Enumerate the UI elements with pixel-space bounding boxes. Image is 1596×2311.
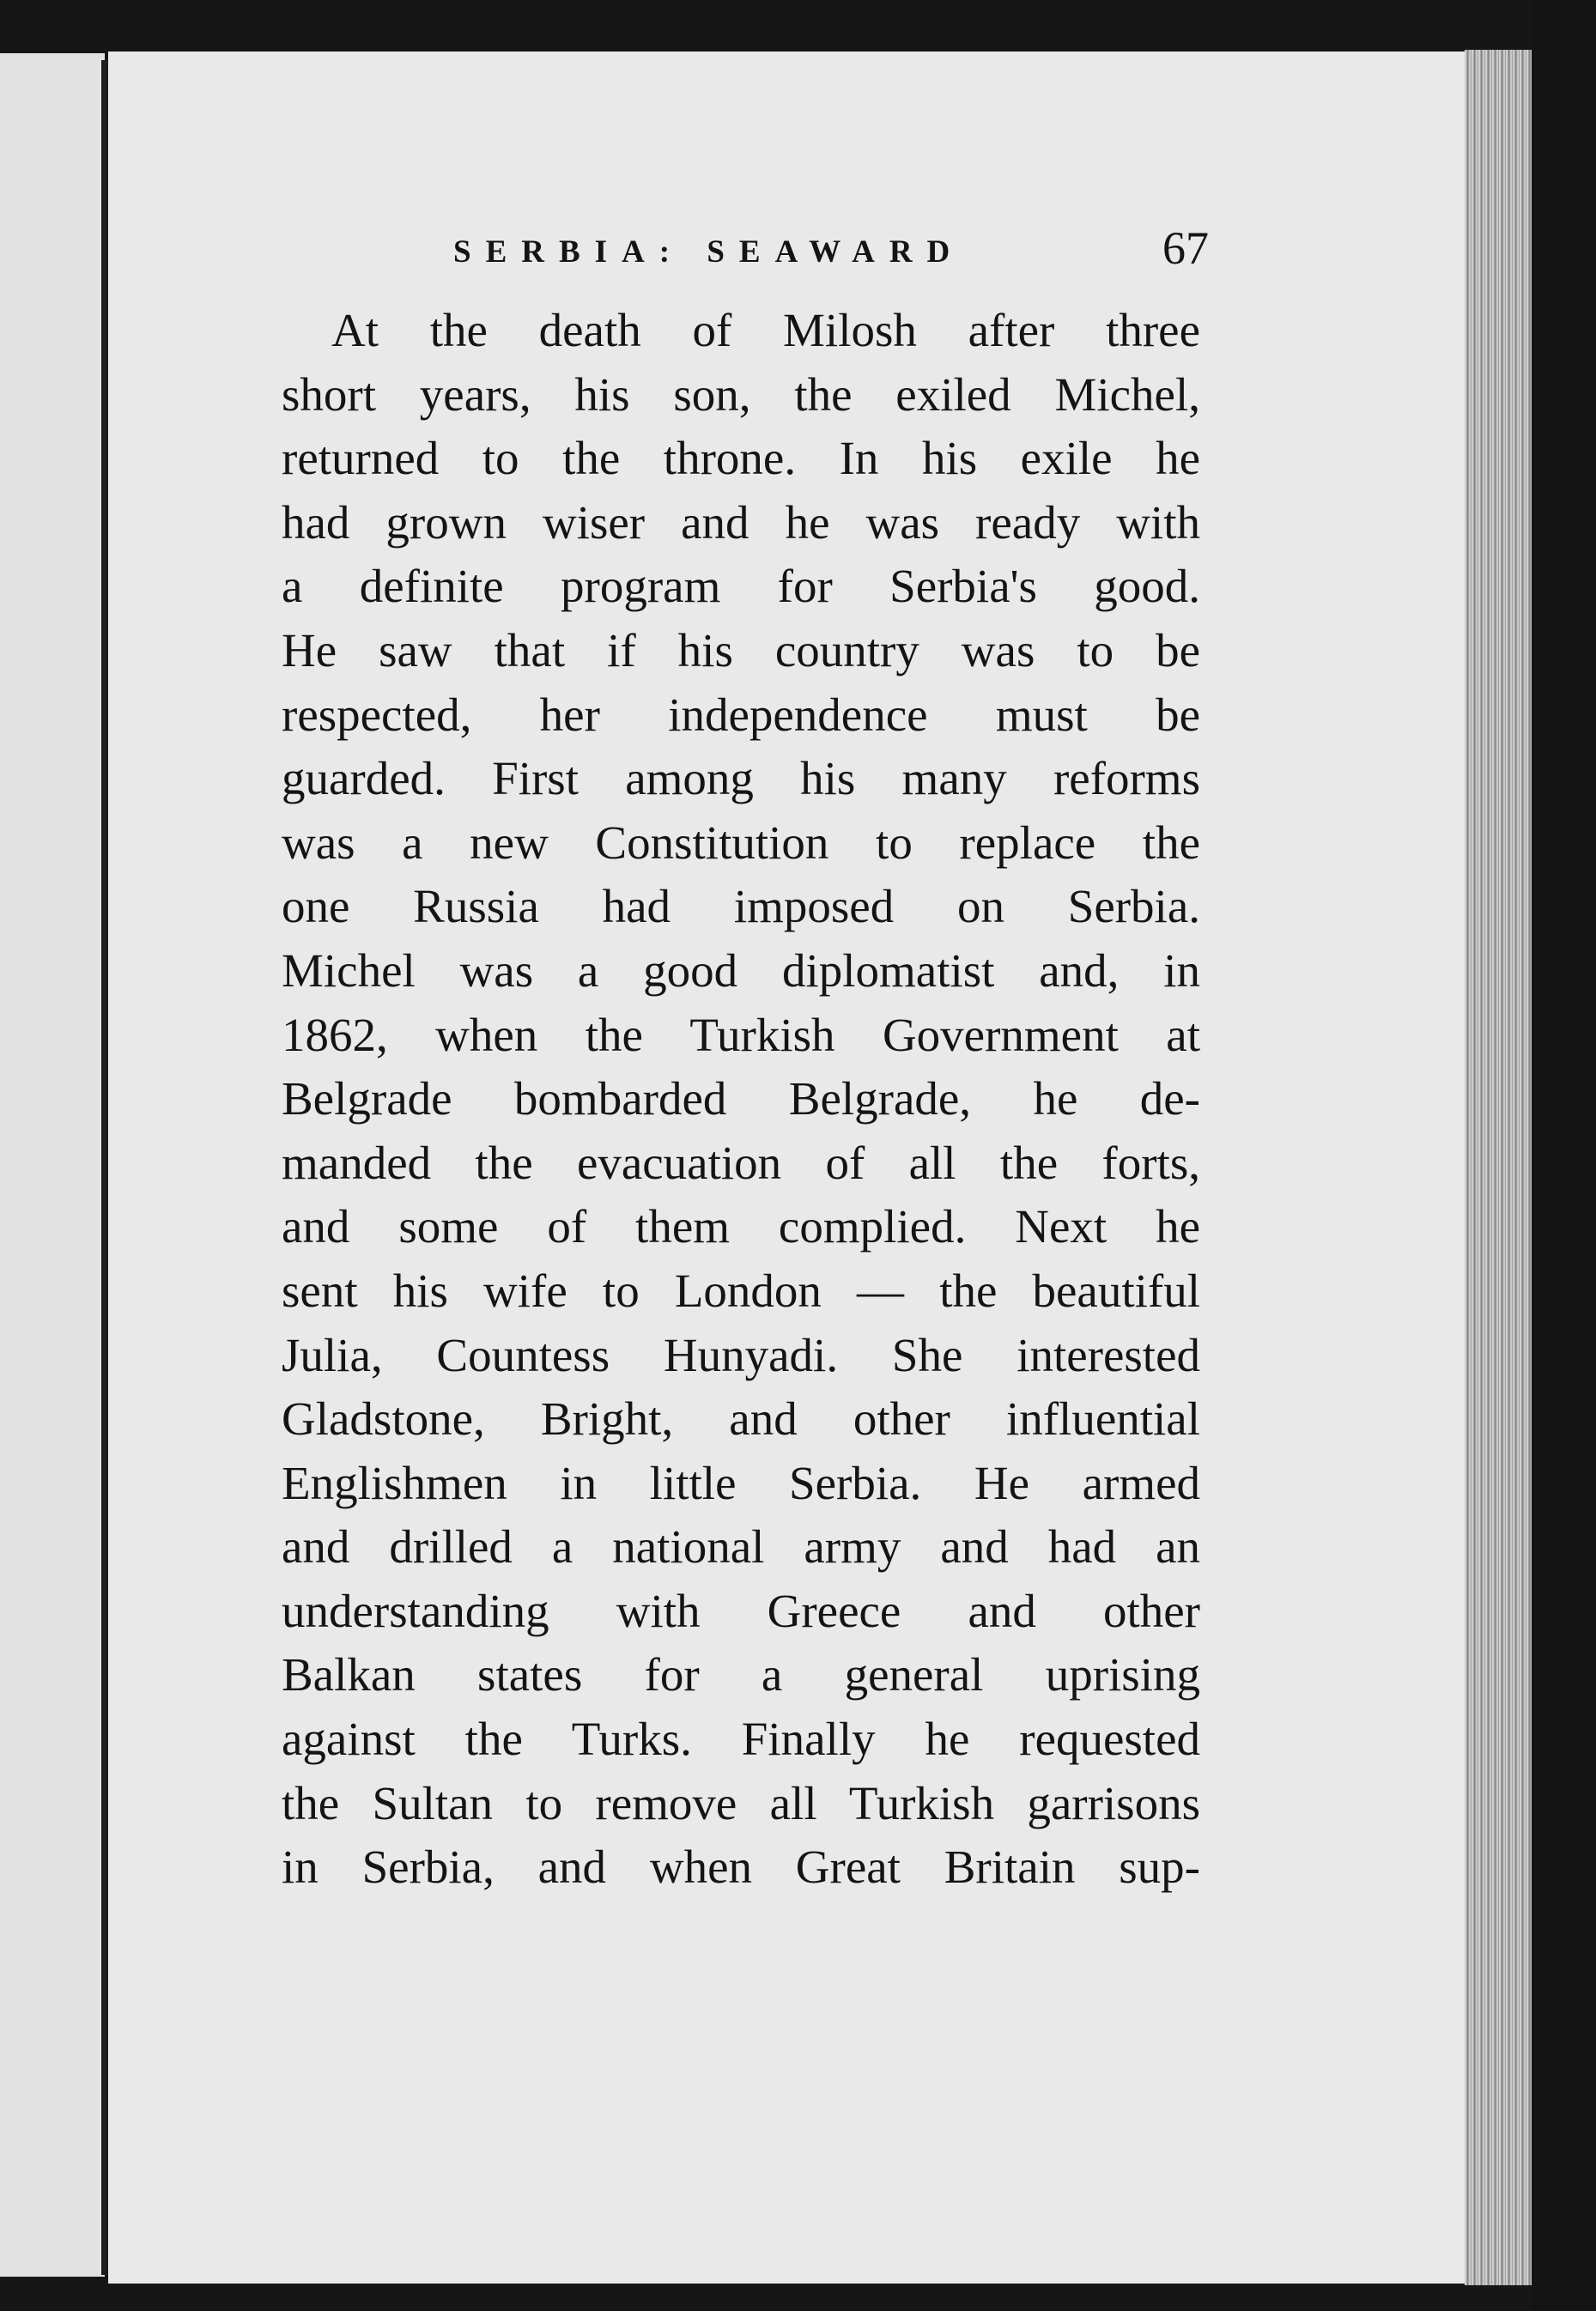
text-line: and drilled a national army and had an [282,1520,1200,1574]
text-line: in Serbia, and when Great Britain sup- [282,1841,1200,1894]
text-line: Belgrade bombarded Belgrade, he de- [282,1072,1200,1125]
text-line: understanding with Greece and other [282,1584,1200,1637]
text-line: manded the evacuation of all the forts, [282,1136,1200,1189]
text-line: Gladstone, Bright, and other influential [282,1392,1200,1446]
facing-page-edge [0,53,105,2277]
text-line: and some of them complied. Next he [282,1200,1200,1253]
text-line: the Sultan to remove all Turkish garrisons [282,1776,1200,1829]
text-line: Michel was a good diplomatist and, in [282,943,1200,997]
text-line: sent his wife to London — the beautiful [282,1264,1200,1317]
text-line: against the Turks. Finally he requested [282,1713,1200,1766]
text-line: was a new Constitution to replace the [282,816,1200,869]
text-line: Balkan states for a general uprising [282,1648,1200,1701]
page-edges-stack [1465,50,1532,2285]
book-gutter [101,60,108,2275]
text-line: He saw that if his country was to be [282,623,1200,676]
text-line: guarded. First among his many reforms [282,752,1200,805]
page-number: 67 [1162,222,1209,274]
text-line: At the death of Milosh after three [331,304,1200,356]
text-line: had grown wiser and he was ready with [282,495,1200,549]
running-head [453,221,1209,282]
text-line: returned to the throne. In his exile he [282,432,1200,485]
text-line: respected, her independence must be [282,688,1200,741]
text-line: Julia, Countess Hunyadi. She interested [282,1328,1200,1381]
text-line: short years, his son, the exiled Michel, [282,367,1200,421]
text-line: a definite program for Serbia's good. [282,560,1200,613]
text-line: one Russia had imposed on Serbia. [282,880,1200,933]
text-line: 1862, when the Turkish Government at [282,1008,1200,1061]
body-text [282,299,1200,1900]
text-line: Englishmen in little Serbia. He armed [282,1456,1200,1509]
running-head-title: SERBIA: SEAWARD [453,234,965,270]
scan-right-border [1532,0,1596,2311]
